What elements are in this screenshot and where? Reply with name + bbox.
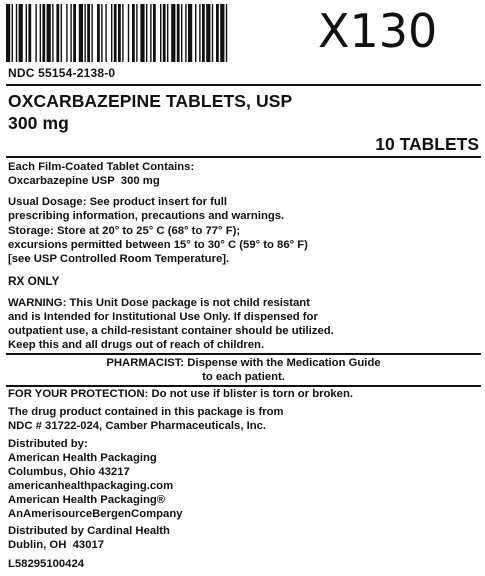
distributor-cardinal-health [8, 524, 170, 552]
pharmacist-line: to each patient. [202, 371, 285, 383]
barcode [6, 4, 304, 62]
divider [6, 156, 481, 158]
warning-line: Keep this and all drugs out of reach of children. [8, 339, 265, 351]
divider [6, 84, 481, 86]
dosage-line: Usual Dosage: See product insert for full [8, 196, 228, 208]
product-title [8, 90, 292, 134]
distributor-line: American Health Packaging [8, 452, 157, 464]
divider [6, 353, 481, 355]
distributor-line: Distributed by: [8, 438, 88, 450]
contents-line: Oxcarbazepine USP 300 mg [8, 175, 160, 187]
pharmacist-notice [6, 356, 481, 384]
dosage-statement [8, 195, 284, 223]
rx-only: RX ONLY [8, 274, 60, 288]
storage-line: Storage: Store at 20° to 25° C (68° to 77° F); [8, 225, 241, 237]
contents-statement [8, 160, 194, 188]
distributor-line: Columbus, Ohio 43217 [8, 466, 130, 478]
source-line: The drug product contained in this package is from [8, 406, 284, 418]
distributor-line: AnAmerisourceBergenCompany [8, 508, 183, 520]
product-name: OXCARBAZEPINE TABLETS, USP [8, 91, 293, 111]
warning-line: outpatient use, a child-resistant container should be utilized. [8, 325, 334, 337]
lot-number: L58295100424 [8, 558, 85, 570]
count-marker: X130 [318, 4, 438, 58]
storage-statement [8, 224, 308, 266]
distributor-line: Dublin, OH 43017 [8, 539, 105, 551]
storage-line: excursions permitted between 15° to 30° C (59° to 86° F) [8, 239, 308, 251]
contents-line: Each Film-Coated Tablet Contains: [8, 161, 195, 173]
product-strength: 300 mg [8, 113, 69, 133]
source-statement [8, 405, 284, 433]
dosage-line: prescribing information, precautions and warnings. [8, 210, 285, 222]
protection-statement: FOR YOUR PROTECTION: Do not use if blister is torn or broken. [8, 388, 353, 400]
storage-line: [see USP Controlled Room Temperature]. [8, 253, 230, 265]
pharmacist-line: PHARMACIST: Dispense with the Medication Guide [106, 357, 381, 369]
distributor-line: American Health Packaging® [8, 494, 166, 506]
ndc-number: NDC 55154-2138-0 [8, 66, 116, 80]
distributor-line: americanhealthpackaging.com [8, 480, 174, 492]
distributor-american-health [8, 437, 183, 521]
warning-line: WARNING: This Unit Dose package is not child resistant [8, 297, 310, 309]
warning-statement [8, 296, 334, 352]
source-line: NDC # 31722-024, Camber Pharmaceuticals, Inc. [8, 420, 267, 432]
distributor-line: Distributed by Cardinal Health [8, 525, 170, 537]
package-count: 10 TABLETS [375, 134, 479, 154]
warning-line: and is Intended for Institutional Use Only. If dispensed for [8, 311, 318, 323]
